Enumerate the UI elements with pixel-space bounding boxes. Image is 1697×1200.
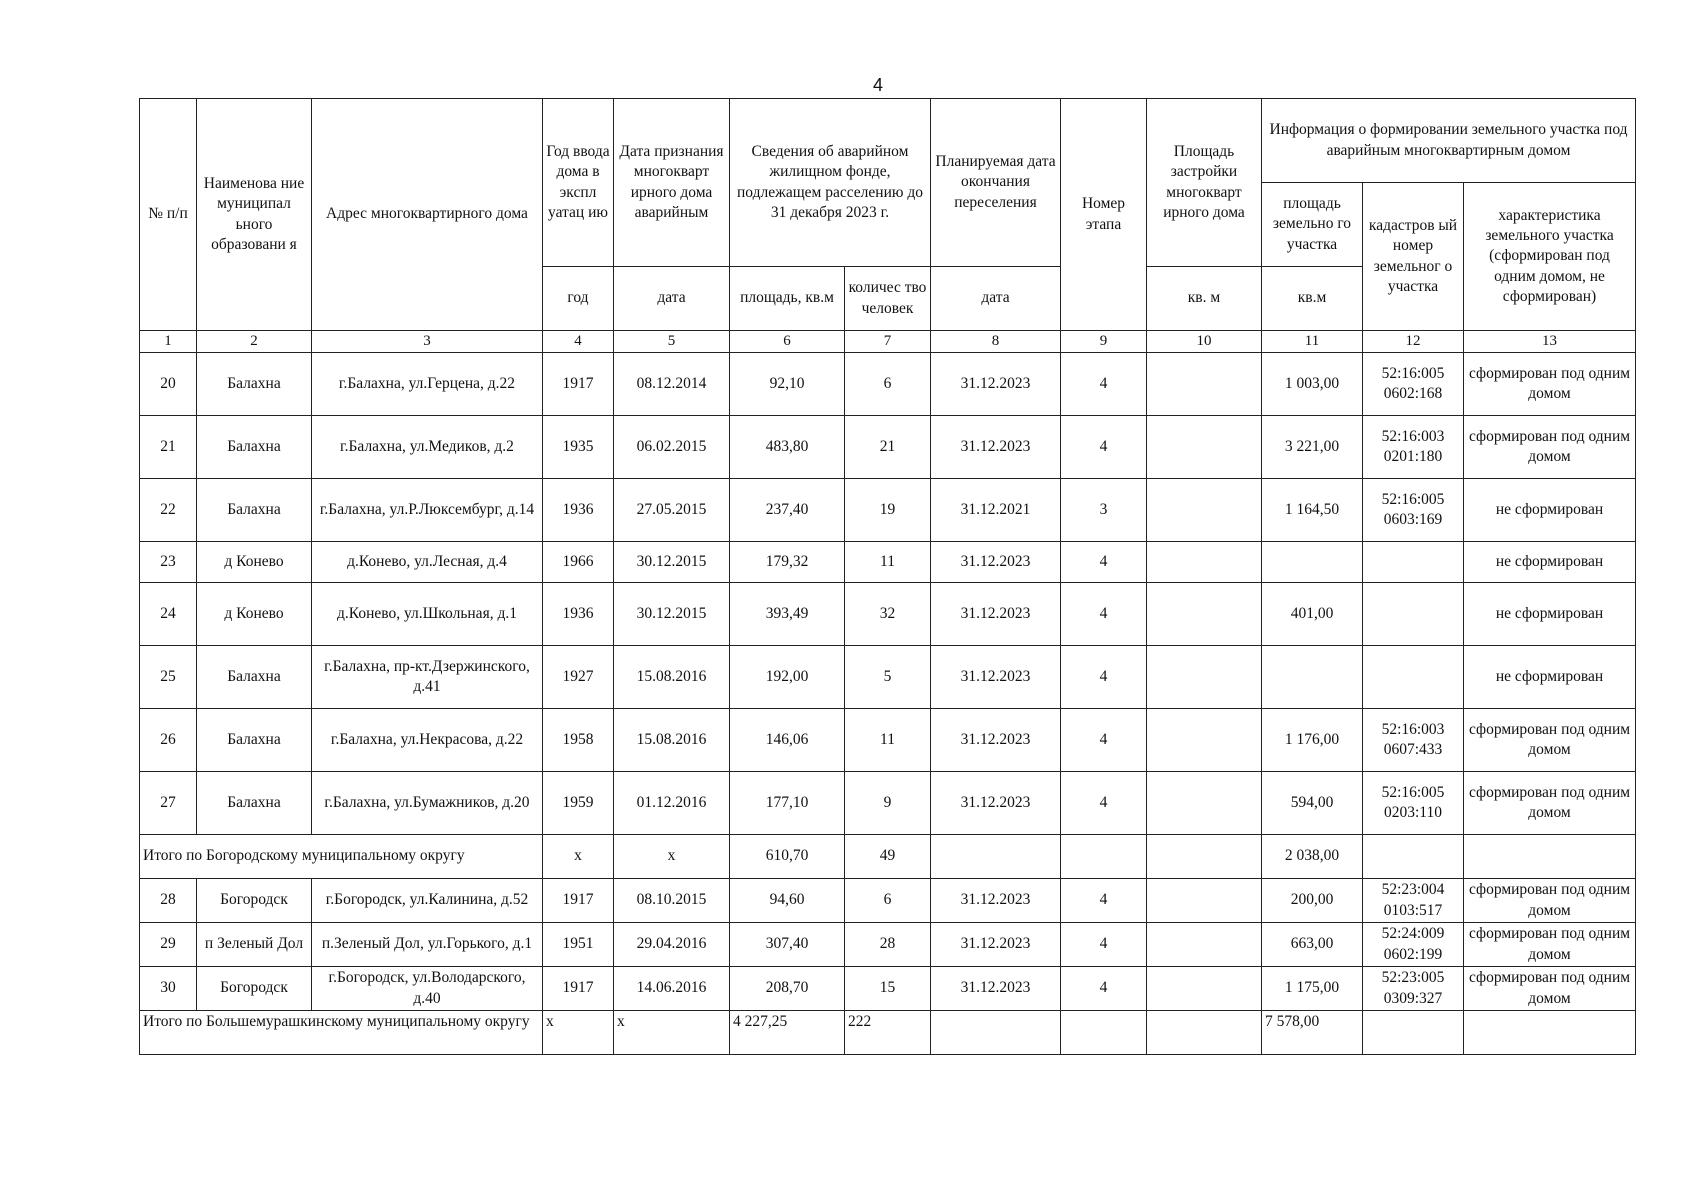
cell-recognition-date: 14.06.2016 — [614, 967, 730, 1011]
cell-cadastral: 52:23:004 0103:517 — [1363, 879, 1464, 923]
cell-year: 1927 — [543, 646, 614, 709]
cell-land-char: сформирован под одним домом — [1464, 879, 1636, 923]
col-num: 7 — [845, 331, 931, 353]
cell-recognition-date: 08.12.2014 — [614, 353, 730, 416]
cell-area: 307,40 — [730, 923, 845, 967]
header-year: Год ввода дома в экспл уатац ию — [543, 99, 614, 267]
cell-address: г.Балахна, ул.Р.Люксембург, д.14 — [312, 479, 543, 542]
cell-stage: 4 — [1061, 583, 1147, 646]
cell-land-area: 1 175,00 — [1262, 967, 1363, 1011]
cell-building-area — [1147, 772, 1262, 835]
cell-land-char: сформирован под одним домом — [1464, 772, 1636, 835]
cell-people: 11 — [845, 542, 931, 583]
cell-building-area — [1147, 709, 1262, 772]
cell-no: 27 — [140, 772, 197, 835]
cell-recognition-date: 30.12.2015 — [614, 542, 730, 583]
cell-no: 22 — [140, 479, 197, 542]
cell-stage: 4 — [1061, 416, 1147, 479]
cell-address: г.Богородск, ул.Калинина, д.52 — [312, 879, 543, 923]
cell-land-area: 3 221,00 — [1262, 416, 1363, 479]
cell-stage: 4 — [1061, 709, 1147, 772]
cell-cadastral — [1363, 583, 1464, 646]
table-row — [140, 353, 1636, 416]
cell-recognition-date: 01.12.2016 — [614, 772, 730, 835]
cell-address: г.Балахна, ул.Некрасова, д.22 — [312, 709, 543, 772]
cell-planned-date: 31.12.2023 — [931, 923, 1061, 967]
cell-people: 9 — [845, 772, 931, 835]
col-num: 4 — [543, 331, 614, 353]
cell-no: 26 — [140, 709, 197, 772]
unit-date: дата — [614, 267, 730, 331]
unit-building-sqm: кв. м — [1147, 267, 1262, 331]
table-row — [140, 583, 1636, 646]
cell-area: 177,10 — [730, 772, 845, 835]
cell-people: 11 — [845, 709, 931, 772]
cell-planned-date: 31.12.2023 — [931, 709, 1061, 772]
cell-stage: 4 — [1061, 646, 1147, 709]
cell-building-area — [1147, 879, 1262, 923]
cell-land-area: 594,00 — [1262, 772, 1363, 835]
cell-building-area — [1147, 646, 1262, 709]
cell-municipality: Богородск — [197, 967, 312, 1011]
header-land-info: Информация о формировании земельного участка под аварийным многоквартирным домом — [1262, 99, 1636, 183]
cell-municipality: Балахна — [197, 709, 312, 772]
cell-municipality: д Конево — [197, 583, 312, 646]
cell-no: 28 — [140, 879, 197, 923]
unit-area: площадь, кв.м — [730, 267, 845, 331]
cell-municipality: Балахна — [197, 416, 312, 479]
table-row — [140, 542, 1636, 583]
col-num: 9 — [1061, 331, 1147, 353]
cell-year: 1936 — [543, 479, 614, 542]
cell-land-area: 200,00 — [1262, 879, 1363, 923]
resettlement-table — [139, 98, 1636, 1055]
table-row — [140, 646, 1636, 709]
subtotal-label: Итого по Богородскому муниципальному округу — [140, 835, 543, 879]
cell-people: 32 — [845, 583, 931, 646]
cell-land-char: сформирован под одним домом — [1464, 923, 1636, 967]
subtotal-people: 49 — [845, 835, 931, 879]
header-land-char: характеристика земельного участка (сформирован под одним домом, не сформирован) — [1464, 183, 1636, 331]
cell-address: г.Балахна, ул.Герцена, д.22 — [312, 353, 543, 416]
cell-year: 1951 — [543, 923, 614, 967]
table-row — [140, 967, 1636, 1011]
table-row — [140, 772, 1636, 835]
table-row — [140, 709, 1636, 772]
cell-people: 15 — [845, 967, 931, 1011]
subtotal-label: Итого по Большемурашкинскому муниципальному округу — [140, 1011, 543, 1055]
unit-people: количес тво человек — [845, 267, 931, 331]
col-num: 2 — [197, 331, 312, 353]
cell-municipality: Балахна — [197, 479, 312, 542]
cell-address: г.Балахна, ул.Бумажников, д.20 — [312, 772, 543, 835]
cell-year: 1917 — [543, 967, 614, 1011]
header-planned-date: Планируемая дата окончания переселения — [931, 99, 1061, 267]
header-no: № п/п — [140, 99, 197, 331]
col-num: 5 — [614, 331, 730, 353]
header-row-1 — [140, 99, 1636, 183]
unit-year: год — [543, 267, 614, 331]
cell-area: 237,40 — [730, 479, 845, 542]
cell-land-char: сформирован под одним домом — [1464, 353, 1636, 416]
header-address: Адрес многоквартирного дома — [312, 99, 543, 331]
cell-municipality: Балахна — [197, 772, 312, 835]
subtotal-row-bogorodsk — [140, 835, 1636, 879]
cell-no: 29 — [140, 923, 197, 967]
cell-planned-date: 31.12.2023 — [931, 879, 1061, 923]
cell-planned-date: 31.12.2023 — [931, 646, 1061, 709]
cell-area: 92,10 — [730, 353, 845, 416]
cell-stage: 4 — [1061, 923, 1147, 967]
header-stage: Номер этапа — [1061, 99, 1147, 331]
header-land-area: площадь земельно го участка — [1262, 183, 1363, 267]
cell-address: п.Зеленый Дол, ул.Горького, д.1 — [312, 923, 543, 967]
cell-no: 24 — [140, 583, 197, 646]
subtotal-date: х — [614, 835, 730, 879]
cell-planned-date: 31.12.2023 — [931, 542, 1061, 583]
header-cadastral: кадастров ый номер земельног о участка — [1363, 183, 1464, 331]
cell-year: 1958 — [543, 709, 614, 772]
cell-planned-date: 31.12.2023 — [931, 967, 1061, 1011]
cell-no: 20 — [140, 353, 197, 416]
cell-recognition-date: 15.08.2016 — [614, 646, 730, 709]
subtotal-row-murashkino — [140, 1011, 1636, 1055]
cell-address: г.Балахна, пр-кт.Дзержинского, д.41 — [312, 646, 543, 709]
cell-recognition-date: 06.02.2015 — [614, 416, 730, 479]
cell-cadastral: 52:16:005 0203:110 — [1363, 772, 1464, 835]
col-num: 1 — [140, 331, 197, 353]
cell-people: 28 — [845, 923, 931, 967]
cell-land-area: 663,00 — [1262, 923, 1363, 967]
cell-no: 23 — [140, 542, 197, 583]
cell-cadastral: 52:16:003 0201:180 — [1363, 416, 1464, 479]
cell-people: 5 — [845, 646, 931, 709]
cell-people: 19 — [845, 479, 931, 542]
cell-year: 1917 — [543, 879, 614, 923]
cell-building-area — [1147, 923, 1262, 967]
cell-year: 1959 — [543, 772, 614, 835]
cell-planned-date: 31.12.2023 — [931, 583, 1061, 646]
col-num: 8 — [931, 331, 1061, 353]
cell-building-area — [1147, 353, 1262, 416]
col-num: 11 — [1262, 331, 1363, 353]
cell-address: д.Конево, ул.Школьная, д.1 — [312, 583, 543, 646]
cell-stage: 4 — [1061, 772, 1147, 835]
cell-municipality: п Зеленый Дол — [197, 923, 312, 967]
cell-people: 6 — [845, 353, 931, 416]
cell-cadastral: 52:16:003 0607:433 — [1363, 709, 1464, 772]
cell-recognition-date: 08.10.2015 — [614, 879, 730, 923]
cell-year: 1935 — [543, 416, 614, 479]
cell-cadastral: 52:24:009 0602:199 — [1363, 923, 1464, 967]
cell-municipality: д Конево — [197, 542, 312, 583]
cell-recognition-date: 27.05.2015 — [614, 479, 730, 542]
col-num: 12 — [1363, 331, 1464, 353]
header-fund-info: Сведения об аварийном жилищном фонде, подлежащем расселению до 31 декабря 2023 г. — [730, 99, 931, 267]
cell-stage: 4 — [1061, 542, 1147, 583]
cell-planned-date: 31.12.2021 — [931, 479, 1061, 542]
unit-plan-date: дата — [931, 267, 1061, 331]
cell-area: 192,00 — [730, 646, 845, 709]
cell-year: 1936 — [543, 583, 614, 646]
cell-land-area: 1 003,00 — [1262, 353, 1363, 416]
col-num: 3 — [312, 331, 543, 353]
col-num: 13 — [1464, 331, 1636, 353]
col-num: 6 — [730, 331, 845, 353]
cell-no: 21 — [140, 416, 197, 479]
cell-recognition-date: 15.08.2016 — [614, 709, 730, 772]
table-row — [140, 923, 1636, 967]
cell-area: 146,06 — [730, 709, 845, 772]
table-row — [140, 879, 1636, 923]
subtotal-date: х — [614, 1011, 730, 1055]
cell-year: 1966 — [543, 542, 614, 583]
cell-building-area — [1147, 479, 1262, 542]
cell-year: 1917 — [543, 353, 614, 416]
cell-land-area: 1 176,00 — [1262, 709, 1363, 772]
unit-land-sqm: кв.м — [1262, 267, 1363, 331]
subtotal-year: х — [543, 1011, 614, 1055]
header-municipality: Наименова ние муниципал ьного образовани я — [197, 99, 312, 331]
cell-stage: 3 — [1061, 479, 1147, 542]
cell-municipality: Богородск — [197, 879, 312, 923]
cell-land-char: не сформирован — [1464, 583, 1636, 646]
subtotal-land: 7 578,00 — [1262, 1011, 1363, 1055]
cell-stage: 4 — [1061, 879, 1147, 923]
table-row — [140, 416, 1636, 479]
cell-planned-date: 31.12.2023 — [931, 416, 1061, 479]
subtotal-land: 2 038,00 — [1262, 835, 1363, 879]
cell-planned-date: 31.12.2023 — [931, 772, 1061, 835]
cell-area: 393,49 — [730, 583, 845, 646]
cell-area: 179,32 — [730, 542, 845, 583]
cell-land-area — [1262, 542, 1363, 583]
cell-recognition-date: 29.04.2016 — [614, 923, 730, 967]
cell-stage: 4 — [1061, 353, 1147, 416]
cell-land-char: не сформирован — [1464, 479, 1636, 542]
table-row — [140, 479, 1636, 542]
cell-no: 25 — [140, 646, 197, 709]
subtotal-area: 4 227,25 — [730, 1011, 845, 1055]
cell-cadastral: 52:23:005 0309:327 — [1363, 967, 1464, 1011]
cell-area: 483,80 — [730, 416, 845, 479]
cell-area: 94,60 — [730, 879, 845, 923]
cell-building-area — [1147, 967, 1262, 1011]
cell-land-char: сформирован под одним домом — [1464, 709, 1636, 772]
header-building-area: Площадь застройки многокварт ирного дома — [1147, 99, 1262, 267]
subtotal-area: 610,70 — [730, 835, 845, 879]
cell-land-area: 401,00 — [1262, 583, 1363, 646]
subtotal-people: 222 — [845, 1011, 931, 1055]
cell-cadastral — [1363, 646, 1464, 709]
cell-municipality: Балахна — [197, 353, 312, 416]
cell-planned-date: 31.12.2023 — [931, 353, 1061, 416]
cell-address: д.Конево, ул.Лесная, д.4 — [312, 542, 543, 583]
subtotal-year: х — [543, 835, 614, 879]
cell-land-char: сформирован под одним домом — [1464, 416, 1636, 479]
cell-stage: 4 — [1061, 967, 1147, 1011]
cell-people: 6 — [845, 879, 931, 923]
cell-land-char: не сформирован — [1464, 542, 1636, 583]
cell-address: г.Богородск, ул.Володарского, д.40 — [312, 967, 543, 1011]
cell-land-char: не сформирован — [1464, 646, 1636, 709]
cell-no: 30 — [140, 967, 197, 1011]
cell-land-char: сформирован под одним домом — [1464, 967, 1636, 1011]
cell-people: 21 — [845, 416, 931, 479]
cell-land-area: 1 164,50 — [1262, 479, 1363, 542]
cell-building-area — [1147, 542, 1262, 583]
cell-cadastral — [1363, 542, 1464, 583]
cell-area: 208,70 — [730, 967, 845, 1011]
header-recognition-date: Дата признания многокварт ирного дома аварийным — [614, 99, 730, 267]
cell-cadastral: 52:16:005 0602:168 — [1363, 353, 1464, 416]
cell-building-area — [1147, 416, 1262, 479]
page-number: 4 — [872, 75, 883, 95]
cell-land-area — [1262, 646, 1363, 709]
cell-recognition-date: 30.12.2015 — [614, 583, 730, 646]
cell-municipality: Балахна — [197, 646, 312, 709]
cell-cadastral: 52:16:005 0603:169 — [1363, 479, 1464, 542]
cell-address: г.Балахна, ул.Медиков, д.2 — [312, 416, 543, 479]
col-num: 10 — [1147, 331, 1262, 353]
cell-building-area — [1147, 583, 1262, 646]
column-number-row — [140, 331, 1636, 353]
